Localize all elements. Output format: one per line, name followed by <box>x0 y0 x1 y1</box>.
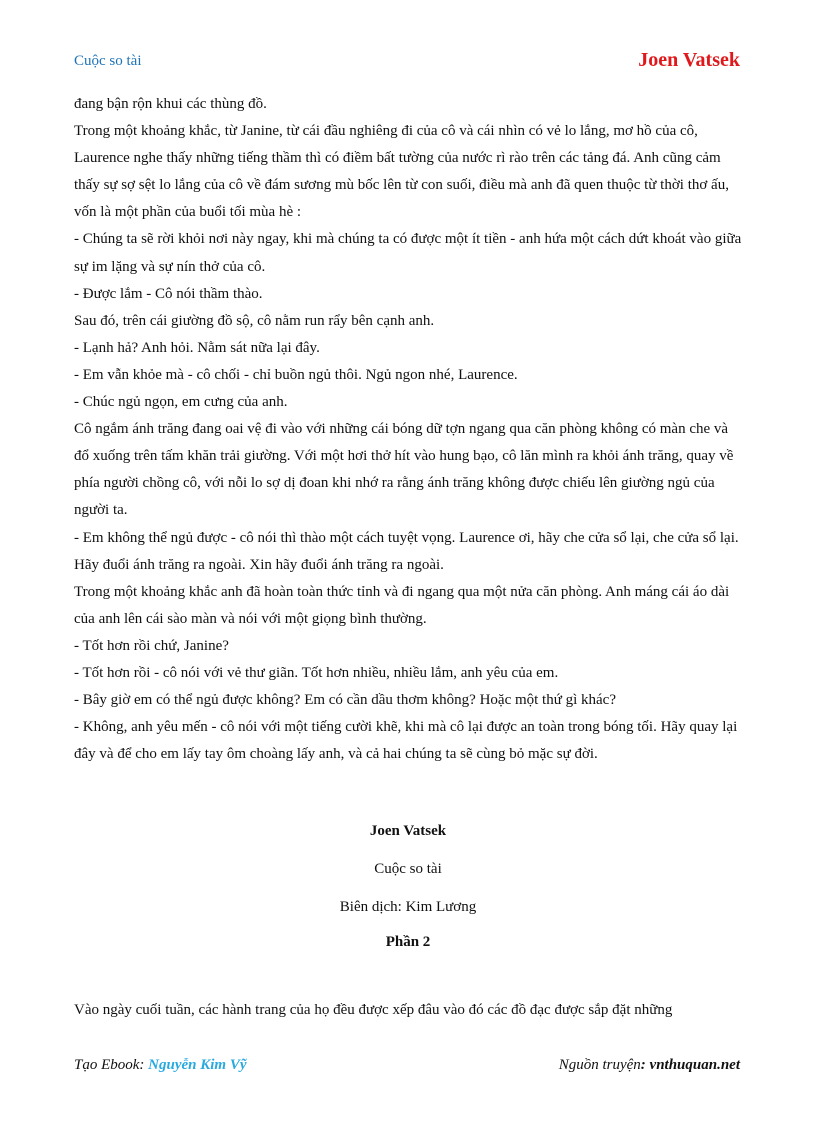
paragraph: - Em không thể ngủ được - cô nói thì thào một cách tuyệt vọng. Laurence ơi, hãy che cửa sổ lại, che cửa sổ lại. Hãy đuổi ánh trăng ra ngoài. Xin hãy đuổi ánh trăng ra ngoài. <box>74 529 739 573</box>
paragraph: Cô ngắm ánh trăng đang oai vệ đi vào với những cái bóng dữ tợn ngang qua căn phòng không có màn che và đổ xuống trên tấm khăn trải giường. Với một hơi thở hít vào hung bạo, cô lăn mình ra khỏi ánh trăng, quay về phía người chồng cô, với nỗi lo sợ dị đoan khi nhớ ra rằng ánh trăng không được chiếu lên giường ngủ của người ta. <box>74 421 734 519</box>
paragraph: Trong một khoảng khắc anh đã hoàn toàn thức tỉnh và đi ngang qua một nửa căn phòng. Anh máng cái áo dài của anh lên cái sào màn và nói với một giọng bình thường. <box>74 583 730 627</box>
footer-source-credit <box>559 1057 740 1074</box>
paragraph: - Tốt hơn rồi - cô nói với vẻ thư giãn. Tốt hơn nhiều, nhiều lắm, anh yêu của em. <box>74 664 559 681</box>
closing-paragraph: Vào ngày cuối tuần, các hành trang của họ đều được xếp đâu vào đó các đồ đạc được sắp đặt những <box>74 1002 673 1018</box>
paragraph: - Tốt hơn rồi chứ, Janine? <box>74 637 229 654</box>
footer-ebook-credit <box>74 1057 247 1074</box>
header-author: Joen Vatsek <box>638 49 740 71</box>
paragraph: - Không, anh yêu mến - cô nói với một tiếng cười khẽ, khi mà cô lại được an toàn trong bóng tối. Hãy quay lại đây và để cho em lấy tay ôm choàng lấy anh, và cả hai chúng ta sẽ cùng bỏ mặc sự đời. <box>74 719 738 763</box>
paragraph: - Chúng ta sẽ rời khỏi nơi này ngay, khi mà chúng ta có được một ít tiền - anh hứa một cách dứt khoát vào giữa sự im lặng và sự nín thở của cô. <box>74 231 742 275</box>
footer-ebook-creator: Nguyễn Kim Vỹ <box>148 1057 247 1073</box>
footer-source-label: Nguồn truyện <box>558 1057 641 1073</box>
section-author: Joen Vatsek <box>369 823 447 839</box>
footer-separator: : <box>640 1057 650 1073</box>
paragraph: - Chúc ngủ ngọn, em cưng của anh. <box>74 394 288 411</box>
paragraph: Trong một khoảng khắc, từ Janine, từ cái đầu nghiêng đi của cô và cái nhìn có vẻ lo lắng, mơ hồ của cô, Laurence nghe thấy những tiếng thầm thì có điềm bất tường của nước rì rào trên các tảng đá. Anh cũng cảm thấy sự sợ sệt lo lắng của cô về đám sương mù bốc lên từ con suối, điều mà anh đã quen thuộc từ thời thơ ấu, vốn là một phần của buổi tối mùa hè : <box>74 123 729 221</box>
paragraph: - Lạnh hả? Anh hỏi. Nằm sát nữa lại đây. <box>74 339 320 356</box>
footer-ebook-label: Tạo Ebook <box>74 1057 140 1073</box>
paragraph: - Bây giờ em có thể ngủ được không? Em có cần dầu thơm không? Hoặc một thứ gì khác? <box>74 692 616 709</box>
header-book-title: Cuộc so tài <box>74 53 142 69</box>
paragraph: - Em vẫn khỏe mà - cô chối - chỉ buồn ngủ thôi. Ngủ ngon nhé, Laurence. <box>74 366 518 383</box>
footer-source-site: vnthuquan.net <box>649 1057 740 1073</box>
paragraph: đang bận rộn khui các thùng đồ. <box>74 96 267 112</box>
paragraph: Sau đó, trên cái giường đồ sộ, cô nằm run rẩy bên cạnh anh. <box>74 312 435 329</box>
section-part: Phần 2 <box>385 934 431 950</box>
section-title: Cuộc so tài <box>374 861 442 877</box>
section-translator: Biên dịch: Kim Lương <box>339 899 477 915</box>
paragraph: - Được lắm - Cô nói thầm thào. <box>74 285 263 302</box>
footer-separator: : <box>139 1057 149 1073</box>
story-body <box>74 91 744 768</box>
